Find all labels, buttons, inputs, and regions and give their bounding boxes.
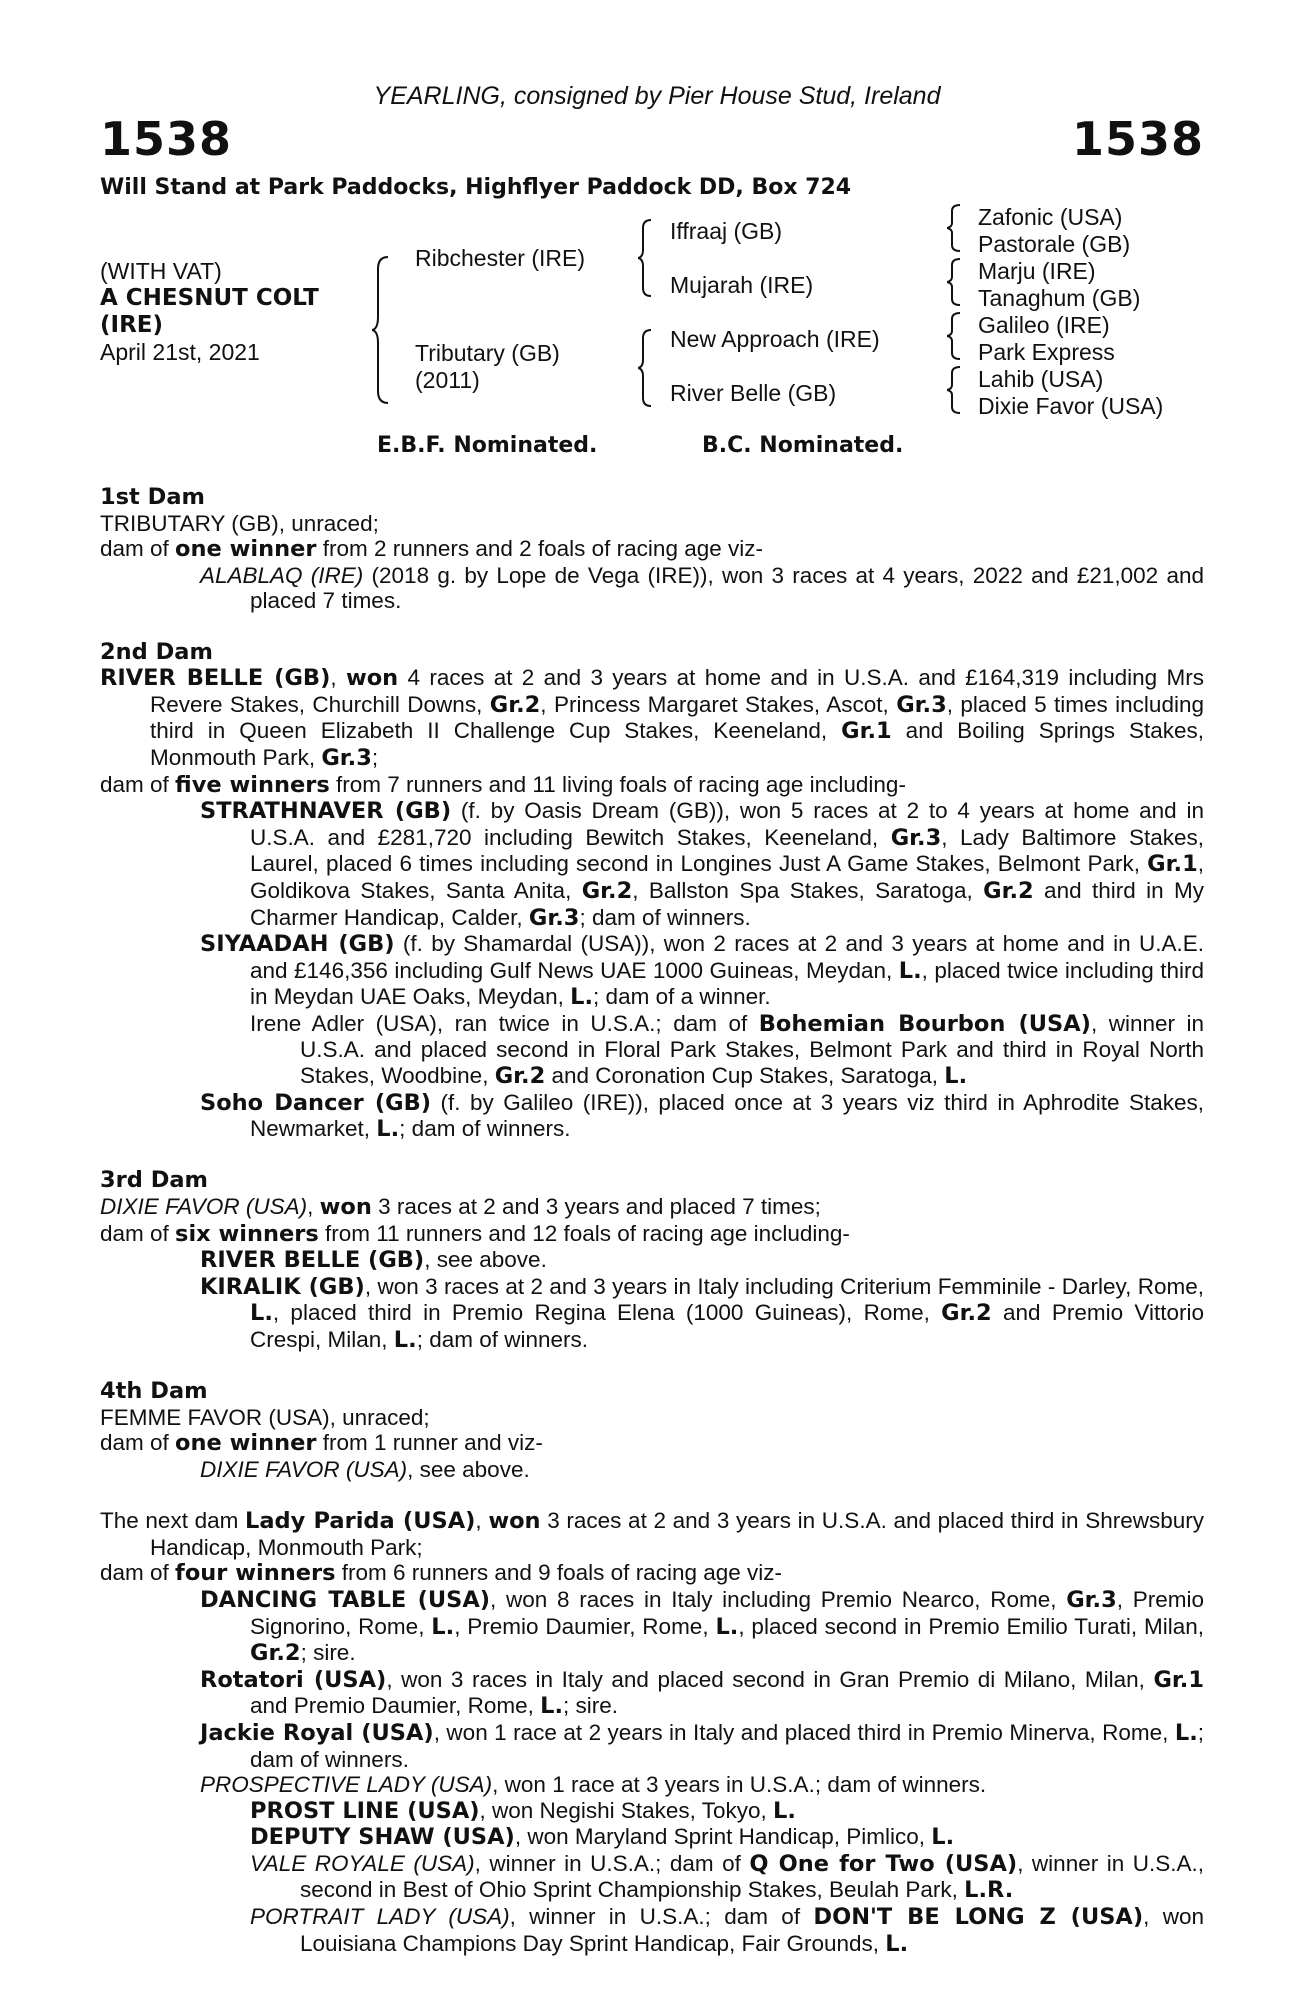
- great-0: Zafonic (USA): [978, 204, 1123, 230]
- dam2-record: RIVER BELLE (GB), won 4 races at 2 and 3 years at home and in U.S.A. and £164,319 including Mrs Revere Stakes, Churchill Downs, Gr.2, Princess Margaret Stakes, Ascot, Gr.3, placed 5 times including third in Queen Elizabeth II Challenge Cup Stakes, Keeneland, Gr.1 and Boiling Springs Stakes, Monmouth Park, Gr.3;: [100, 665, 1204, 771]
- third-dam-heading: 3rd Dam: [100, 1167, 208, 1194]
- consignment-line: YEARLING, consigned by Pier House Stud, Ireland: [373, 82, 941, 110]
- sire-name: Ribchester (IRE): [415, 245, 585, 271]
- dam4-offspring: DIXIE FAVOR (USA), see above.: [200, 1456, 530, 1482]
- next-dam-produce: dam of four winners from 6 runners and 9 foals of racing age viz-: [100, 1560, 783, 1587]
- fourth-dam-heading: 4th Dam: [100, 1378, 208, 1405]
- vat-note: (WITH VAT): [100, 258, 222, 284]
- dam4-produce: dam of one winner from 1 runner and viz-: [100, 1430, 543, 1457]
- dam1-offspring: ALABLAQ (IRE) (2018 g. by Lope de Vega (IRE)), won 3 races at 4 years, 2022 and £21,002 and placed 7 times.: [200, 562, 1204, 614]
- grand-offspring-prost-line: PROST LINE (USA), won Negishi Stakes, Tokyo, L.: [250, 1797, 796, 1824]
- stabling-location: Will Stand at Park Paddocks, Highflyer Paddock DD, Box 724: [100, 175, 852, 200]
- lot-number-left: 1538: [100, 112, 233, 166]
- grand-offspring-portrait-lady: PORTRAIT LADY (USA), winner in U.S.A.; dam of DON'T BE LONG Z (USA), won Louisiana Champions Day Sprint Handicap, Fair Grounds, L.: [250, 1904, 1204, 1957]
- great-6: Lahib (USA): [978, 366, 1104, 392]
- pedigree-brace-newapproach: [947, 311, 963, 361]
- dam1-produce: dam of one winner from 2 runners and 2 foals of racing age viz-: [100, 536, 763, 563]
- dam2-produce: dam of five winners from 7 runners and 11 living foals of racing age including-: [100, 771, 906, 798]
- dam3-offspring-kiralik: KIRALIK (GB), won 3 races at 2 and 3 years in Italy including Criterium Femminile - Darley, Rome, L., placed third in Premio Regina Elena (1000 Guineas), Rome, Gr.2 and Premio Vittorio Crespi, Milan, L.; dam of winners.: [200, 1273, 1205, 1353]
- dam2-offspring-soho-dancer: Soho Dancer (GB) (f. by Galileo (IRE)), placed once at 3 years viz third in Aphrodite Stakes, Newmarket, L.; dam of winners.: [200, 1089, 1204, 1143]
- sire-sire: Iffraaj (GB): [670, 218, 783, 244]
- lot-number-right: 1538: [1071, 112, 1204, 166]
- pedigree-brace-riverbelle: [947, 365, 963, 415]
- catalogue-body: [100, 485, 1204, 1957]
- pedigree-brace-dam: [638, 328, 654, 408]
- dam-dam: River Belle (GB): [670, 380, 837, 406]
- next-dam-offspring-rotatori: Rotatori (USA), won 3 races in Italy and placed second in Gran Premio di Milano, Milan, Gr.1 and Premio Daumier, Rome, L.; sire.: [200, 1666, 1204, 1720]
- pedigree-brace-mujarah: [947, 257, 963, 307]
- second-dam-heading: 2nd Dam: [100, 638, 213, 665]
- great-2: Marju (IRE): [978, 258, 1096, 284]
- pedigree-brace-iffraaj: [947, 203, 963, 253]
- next-dam-offspring-prospective-lady: PROSPECTIVE LADY (USA), won 1 race at 3 years in U.S.A.; dam of winners.: [200, 1772, 987, 1798]
- horse-name: A CHESNUT COLT: [100, 285, 319, 311]
- dam-sire: New Approach (IRE): [670, 326, 880, 352]
- dam2-offspring-irene-adler: Irene Adler (USA), ran twice in U.S.A.; dam of Bohemian Bourbon (USA), winner in U.S.A. and placed second in Floral Park Stakes, Belmont Park and third in Royal North Stakes, Woodbine, Gr.2 and Coronation Cup Stakes, Saratoga, L.: [250, 1010, 1204, 1090]
- next-dam-offspring-jackie-royal: Jackie Royal (USA), won 1 race at 2 years in Italy and placed third in Premio Minerva, Rome, L.; dam of winners.: [200, 1719, 1205, 1772]
- great-7: Dixie Favor (USA): [978, 393, 1164, 419]
- great-5: Park Express: [978, 339, 1115, 365]
- horse-name-country: (IRE): [100, 312, 164, 338]
- pedigree-brace-sire: [638, 218, 654, 298]
- ebf-nomination: E.B.F. Nominated.: [377, 433, 598, 458]
- first-dam-heading: 1st Dam: [100, 484, 205, 510]
- great-4: Galileo (IRE): [978, 312, 1110, 338]
- great-3: Tanaghum (GB): [978, 285, 1141, 311]
- dam-year: (2011): [415, 367, 480, 393]
- pedigree-brace-main: [372, 255, 392, 405]
- dam2-offspring-siyaadah: SIYAADAH (GB) (f. by Shamardal (USA)), won 2 races at 2 and 3 years at home and in U.A.E. and £146,356 including Gulf News UAE 1000 Guineas, Meydan, L., placed twice including third in Meydan UAE Oaks, Meydan, L.; dam of a winner.: [200, 931, 1204, 1011]
- dam1-line: TRIBUTARY (GB), unraced;: [100, 510, 379, 536]
- dam3-record: DIXIE FAVOR (USA), won 3 races at 2 and 3 years and placed 7 times;: [100, 1194, 821, 1221]
- bc-nomination: B.C. Nominated.: [702, 433, 904, 458]
- dam3-produce: dam of six winners from 11 runners and 12 foals of racing age including-: [100, 1220, 850, 1247]
- next-dam-offspring-dancing-table: DANCING TABLE (USA), won 8 races in Italy including Premio Nearco, Rome, Gr.3, Premio Signorino, Rome, L., Premio Daumier, Rome, L., placed second in Premio Emilio Turati, Milan, Gr.2; sire.: [200, 1586, 1204, 1667]
- dam-name: Tributary (GB): [415, 340, 560, 366]
- foaling-date: April 21st, 2021: [100, 339, 260, 365]
- dam3-offspring-river-belle: RIVER BELLE (GB), see above.: [200, 1247, 547, 1274]
- dam2-offspring-strathnaver: STRATHNAVER (GB) (f. by Oasis Dream (GB)), won 5 races at 2 to 4 years at home and in U.S.A. and £281,720 including Bewitch Stakes, Keeneland, Gr.3, Lady Baltimore Stakes, Laurel, placed 6 times including second in Longines Just A Game Stakes, Belmont Park, Gr.1, Goldikova Stakes, Santa Anita, Gr.2, Ballston Spa Stakes, Saratoga, Gr.2 and third in My Charmer Handicap, Calder, Gr.3; dam of winners.: [200, 798, 1205, 931]
- sire-dam: Mujarah (IRE): [670, 272, 814, 298]
- dam4-record: FEMME FAVOR (USA), unraced;: [100, 1404, 430, 1430]
- great-1: Pastorale (GB): [978, 231, 1131, 257]
- grand-offspring-vale-royale: VALE ROYALE (USA), winner in U.S.A.; dam of Q One for Two (USA), winner in U.S.A., second in Best of Ohio Sprint Championship Stakes, Beulah Park, L.R.: [250, 1850, 1204, 1904]
- grand-offspring-deputy-shaw: DEPUTY SHAW (USA), won Maryland Sprint Handicap, Pimlico, L.: [250, 1824, 955, 1851]
- next-dam-record: The next dam Lady Parida (USA), won 3 races at 2 and 3 years in U.S.A. and placed third in Shrewsbury Handicap, Monmouth Park;: [100, 1508, 1204, 1560]
